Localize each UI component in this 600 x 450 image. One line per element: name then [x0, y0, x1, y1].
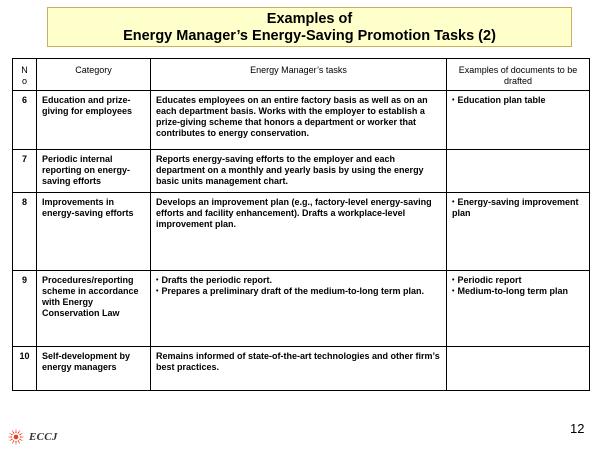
document-item: • Energy-saving improvement plan	[452, 197, 584, 219]
header-category: Category	[37, 59, 151, 91]
table-row	[13, 150, 590, 193]
task-item: • Drafts the periodic report.	[156, 275, 441, 286]
tasks-table	[12, 58, 590, 391]
logo-ray	[19, 438, 23, 441]
row-number: 6	[13, 91, 37, 150]
logo-ray	[7, 436, 12, 437]
logo-ray	[12, 430, 15, 434]
logo-ray	[9, 438, 13, 441]
row-category: Procedures/reporting scheme in accordance with Energy Conservation Law	[37, 271, 151, 347]
logo-ray	[19, 433, 23, 436]
row-number: 10	[13, 347, 37, 391]
row-documents	[447, 91, 590, 150]
eccj-logo	[7, 427, 58, 447]
title-line-1: Examples of	[266, 11, 353, 27]
document-item: • Periodic report	[452, 275, 584, 286]
table-header-row	[13, 59, 590, 91]
header-no-line-1: N	[21, 65, 28, 75]
header-no	[13, 59, 37, 91]
logo-ray	[17, 440, 20, 444]
slide-title	[47, 7, 572, 47]
row-documents	[447, 150, 590, 193]
row-documents	[447, 193, 590, 271]
task-item: • Prepares a preliminary draft of the medium-to-long term plan.	[156, 286, 441, 297]
row-number: 7	[13, 150, 37, 193]
document-item: • Education plan table	[452, 95, 584, 106]
row-documents	[447, 271, 590, 347]
row-tasks	[151, 150, 447, 193]
row-tasks	[151, 271, 447, 347]
row-number: 9	[13, 271, 37, 347]
row-category: Education and prize-giving for employees	[37, 91, 151, 150]
logo-ray	[17, 430, 20, 434]
page-number: 12	[570, 421, 585, 436]
title-line-2: Energy Manager’s Energy-Saving Promotion Tasks (2)	[123, 28, 496, 44]
logo-ray	[15, 441, 16, 446]
row-category: Periodic internal reporting on energy-saving efforts	[37, 150, 151, 193]
eccj-logo-icon	[7, 428, 25, 446]
row-category: Improvements in energy-saving efforts	[37, 193, 151, 271]
row-tasks	[151, 91, 447, 150]
row-tasks	[151, 193, 447, 271]
header-documents: Examples of documents to be drafted	[447, 59, 590, 91]
logo-ray	[12, 440, 15, 444]
row-number: 8	[13, 193, 37, 271]
task-text: Remains informed of state-of-the-art technologies and other firm’s best practices.	[156, 351, 440, 372]
table-row	[13, 347, 590, 391]
header-no-line-2: o	[21, 76, 27, 86]
logo-ray	[15, 428, 16, 433]
row-documents	[447, 347, 590, 391]
task-text: Educates employees on an entire factory basis as well as on an each department basis. Works with the employer to establish a prize-giving scheme that honors a department or worker that contributes to energy conservation.	[156, 95, 428, 138]
task-text: Develops an improvement plan (e.g., factory-level energy-saving efforts and facility enhancement). Drafts a workplace-level improvement plan.	[156, 197, 432, 229]
row-category: Self-development by energy managers	[37, 347, 151, 391]
table-row	[13, 193, 590, 271]
header-tasks: Energy Manager’s tasks	[151, 59, 447, 91]
logo-ray	[20, 436, 25, 437]
table-row	[13, 91, 590, 150]
logo-ray	[9, 433, 13, 436]
table-row	[13, 271, 590, 347]
document-item: • Medium-to-long term plan	[452, 286, 584, 297]
task-text: Reports energy-saving efforts to the employer and each department on a monthly and yearly basis by using the energy basic units management chart.	[156, 154, 424, 186]
row-tasks	[151, 347, 447, 391]
logo-text: ECCJ	[29, 431, 58, 443]
